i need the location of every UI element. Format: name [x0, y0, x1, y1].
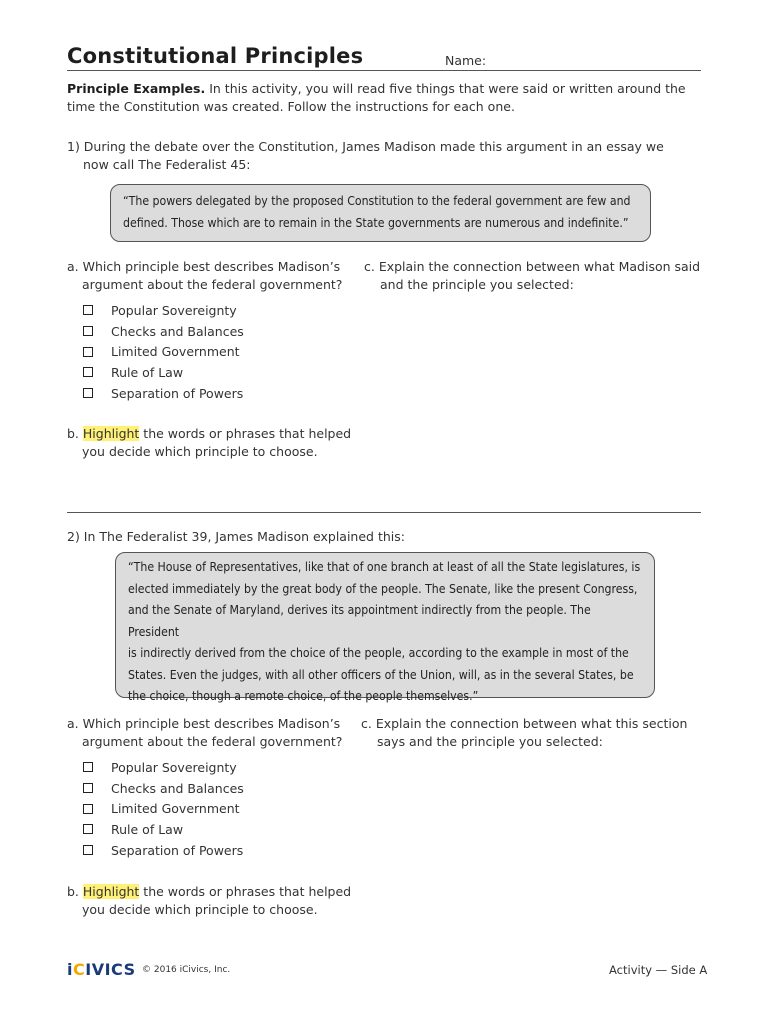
q1-quote-box	[110, 184, 651, 242]
q2-quote-line: and the Senate of Maryland, derives its appointment indirectly from the people. The President	[128, 603, 591, 639]
q1-b-line2: you decide which principle to choose.	[82, 444, 318, 459]
q2-b-line2: you decide which principle to choose.	[82, 902, 318, 917]
q1-part-a	[67, 258, 357, 294]
q2-option[interactable]	[83, 819, 244, 840]
option-label: Popular Sovereignty	[111, 302, 237, 318]
q1-quote-line2: defined. Those which are to remain in the State governments are numerous and indefinite.”	[123, 215, 629, 230]
checkbox-icon[interactable]	[83, 783, 93, 793]
name-label: Name:	[445, 53, 487, 68]
q1-b-highlight: Highlight	[82, 426, 140, 441]
option-label: Limited Government	[111, 801, 240, 817]
q1-option[interactable]	[83, 383, 244, 404]
q1-a-line2: argument about the federal government?	[82, 277, 343, 292]
q2-part-c	[361, 715, 701, 751]
icivics-logo	[67, 960, 136, 979]
intro-paragraph	[67, 80, 687, 116]
option-label: Popular Sovereignty	[111, 759, 237, 775]
q2-quote-line: elected immediately by the great body of the people. The Senate, like the present Congress,	[128, 581, 638, 596]
q1-part-c	[364, 258, 704, 294]
q1-c-line1: c. Explain the connection between what Madison said	[364, 259, 701, 274]
q1-c-line2: and the principle you selected:	[380, 277, 574, 292]
q2-b-line1-rest: the words or phrases that helped	[139, 884, 352, 899]
q1-option[interactable]	[83, 321, 244, 342]
q1-prompt	[67, 138, 707, 174]
q1-a-line1: a. Which principle best describes Madison’s	[67, 259, 341, 274]
q2-b-prefix: b.	[67, 884, 83, 899]
q2-part-b	[67, 883, 357, 919]
q2-options	[83, 757, 244, 860]
checkbox-icon[interactable]	[83, 305, 93, 315]
checkbox-icon[interactable]	[83, 367, 93, 377]
q2-quote-line: States. Even the judges, with all other officers of the Union, will, as in the several States, be	[128, 667, 634, 682]
q2-quote-line: “The House of Representatives, like that of one branch at least of all the State legislatures, is	[128, 560, 641, 574]
checkbox-icon[interactable]	[83, 388, 93, 398]
q2-quote-box	[115, 552, 655, 703]
q1-option[interactable]	[83, 362, 244, 383]
option-label: Rule of Law	[111, 364, 184, 380]
q2-c-line1: c. Explain the connection between what this section	[361, 716, 688, 731]
q1-options	[83, 300, 244, 403]
q1-option[interactable]	[83, 341, 244, 362]
q2-option[interactable]	[83, 840, 244, 861]
checkbox-icon[interactable]	[83, 845, 93, 855]
checkbox-icon[interactable]	[83, 347, 93, 357]
q1-prompt-line2: now call The Federalist 45:	[83, 157, 251, 172]
page-title: Constitutional Principles	[67, 44, 364, 68]
checkbox-icon[interactable]	[83, 804, 93, 814]
q2-quote-line: is indirectly derived from the choice of the people, according to the example in most of the	[128, 646, 629, 660]
title-underline	[67, 70, 701, 71]
option-label: Separation of Powers	[111, 385, 244, 401]
q2-b-highlight: Highlight	[82, 884, 140, 899]
logo-i: i	[67, 960, 73, 979]
section-divider	[67, 512, 701, 513]
q1-prompt-line1: 1) During the debate over the Constitution, James Madison made this argument in an essay we	[67, 139, 664, 154]
q1-quote-line1: “The powers delegated by the proposed Constitution to the federal government are few and	[123, 194, 631, 208]
q1-part-b	[67, 425, 357, 461]
option-label: Checks and Balances	[111, 323, 244, 339]
q2-a-line1: a. Which principle best describes Madison’s	[67, 716, 341, 731]
q1-option[interactable]	[83, 300, 244, 321]
intro-text: In this activity, you will read five things that were said or written around the time the Constitution was created. Follow the instructions for each one.	[67, 81, 686, 114]
q2-part-a	[67, 715, 357, 751]
q2-a-line2: argument about the federal government?	[82, 734, 343, 749]
q2-option[interactable]	[83, 798, 244, 819]
checkbox-icon[interactable]	[83, 762, 93, 772]
option-label: Separation of Powers	[111, 842, 244, 858]
option-label: Limited Government	[111, 344, 240, 360]
q2-prompt: 2) In The Federalist 39, James Madison explained this:	[67, 529, 405, 544]
option-label: Checks and Balances	[111, 780, 244, 796]
page-side-label: Activity — Side A	[609, 963, 708, 977]
copyright: © 2016 iCivics, Inc.	[142, 965, 231, 975]
intro-bold: Principle Examples.	[67, 81, 206, 96]
q2-quote-line: the choice, though a remote choice, of the people themselves.”	[128, 689, 479, 703]
q1-b-prefix: b.	[67, 426, 83, 441]
q2-option[interactable]	[83, 757, 244, 778]
logo-c: C	[72, 960, 86, 979]
q1-b-line1-rest: the words or phrases that helped	[139, 426, 352, 441]
q2-option[interactable]	[83, 778, 244, 799]
option-label: Rule of Law	[111, 821, 184, 837]
q2-c-line2: says and the principle you selected:	[377, 734, 603, 749]
checkbox-icon[interactable]	[83, 824, 93, 834]
logo-rest: IVICS	[85, 960, 136, 979]
checkbox-icon[interactable]	[83, 326, 93, 336]
